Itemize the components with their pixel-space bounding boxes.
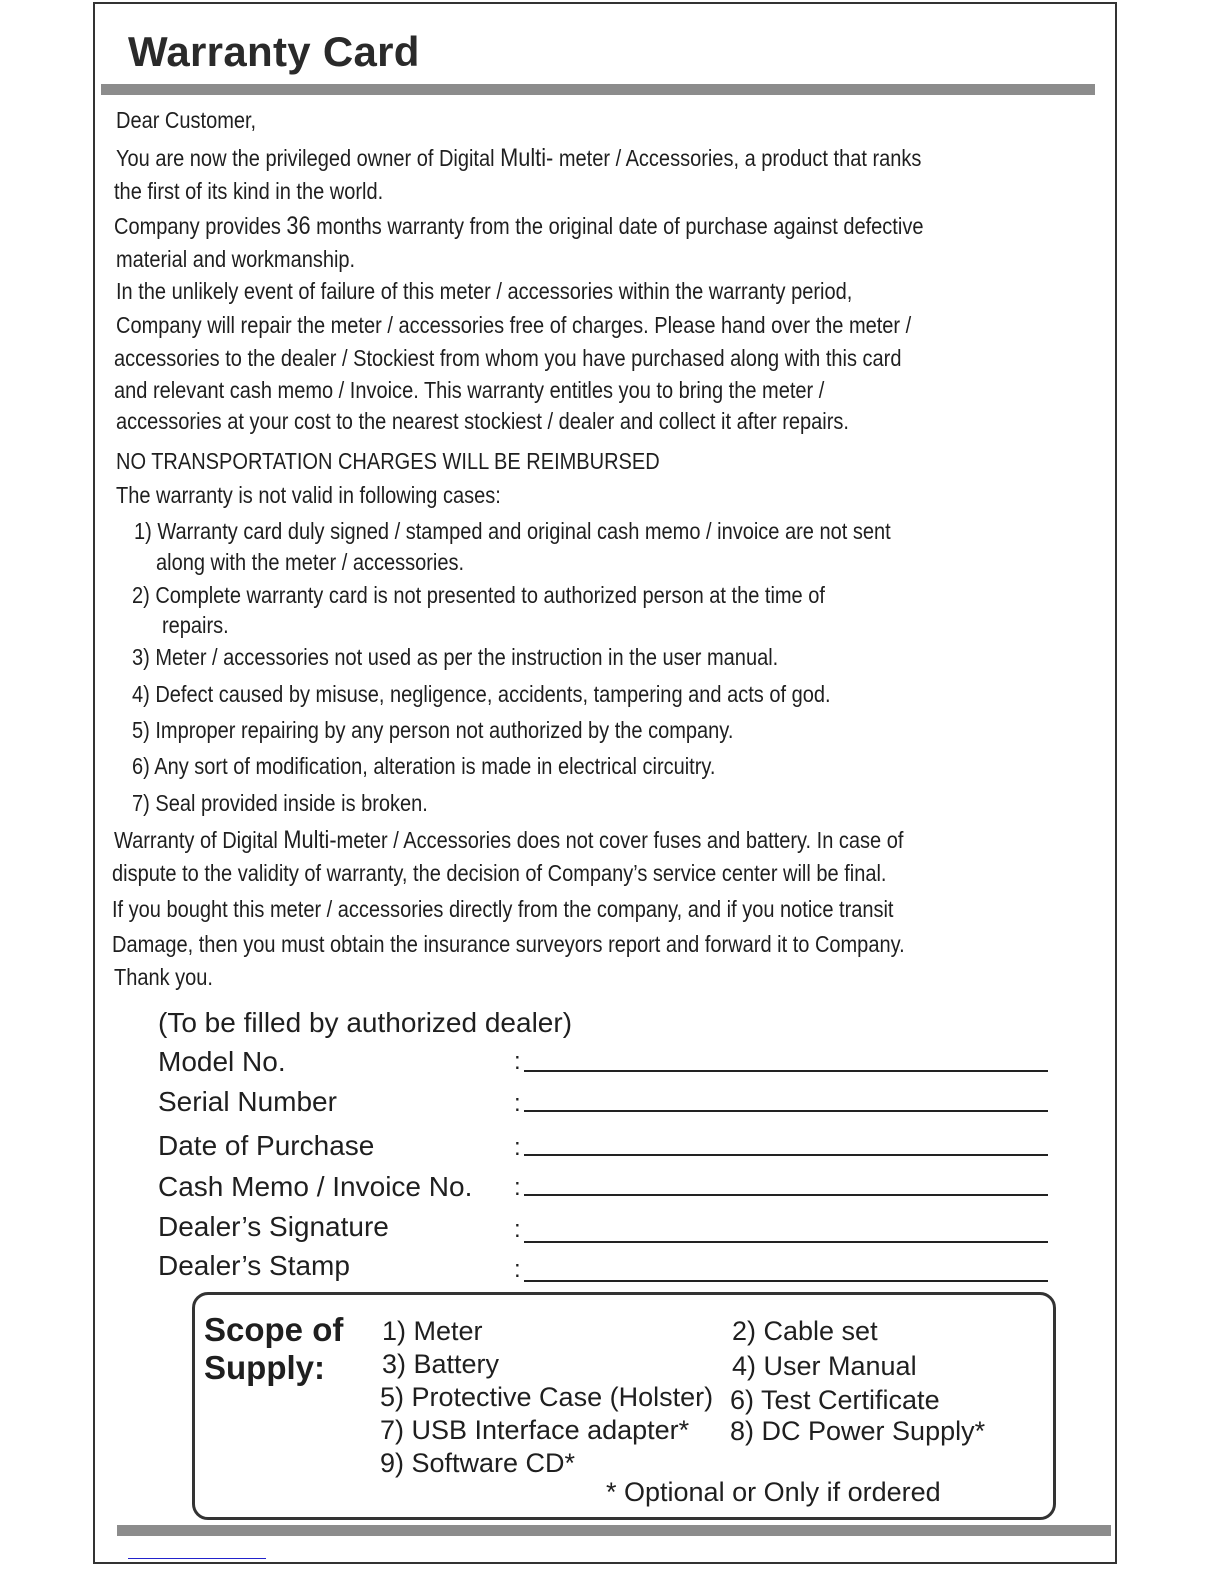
- intro-line-1: You are now the privileged owner of Digital Multi- meter / Accessories, a product that ranks: [116, 144, 922, 172]
- case-2-line-2: repairs.: [162, 612, 229, 638]
- stamp-colon: :: [514, 1256, 521, 1283]
- top-divider: [101, 84, 1095, 95]
- supply-item: 3) Battery: [382, 1349, 500, 1379]
- no-transport-notice: NO TRANSPORTATION CHARGES WILL BE REIMBURSED: [116, 448, 660, 474]
- signature-label: Dealer’s Signature: [158, 1211, 389, 1242]
- supply-item: 6) Test Certificate: [730, 1385, 940, 1415]
- not-valid-heading: The warranty is not valid in following cases:: [116, 482, 501, 508]
- case-1-line-1: 1) Warranty card duly signed / stamped and original cash memo / invoice are not sent: [134, 518, 891, 544]
- supply-item: 5) Protective Case (Holster): [380, 1382, 714, 1412]
- supply-item: 8) DC Power Supply*: [730, 1416, 986, 1446]
- serial-field[interactable]: [524, 1110, 1048, 1112]
- signature-field[interactable]: [524, 1241, 1048, 1243]
- model-label: Model No.: [158, 1046, 286, 1077]
- repair-line-1: In the unlikely event of failure of this meter / accessories within the warranty period,: [116, 278, 853, 304]
- transit-line-2: Damage, then you must obtain the insurance surveyors report and forward it to Company.: [112, 931, 905, 957]
- greeting: Dear Customer,: [116, 107, 257, 133]
- case-7: 7) Seal provided inside is broken.: [132, 790, 428, 816]
- memo-field[interactable]: [524, 1194, 1048, 1196]
- repair-line-4: and relevant cash memo / Invoice. This warranty entitles you to bring the meter /: [114, 377, 825, 403]
- exclusion-line-1: Warranty of Digital Multi-meter / Accessories does not cover fuses and battery. In case of: [114, 826, 904, 854]
- warranty-months: 36: [286, 212, 311, 240]
- date-colon: :: [514, 1134, 521, 1161]
- case-4: 4) Defect caused by misuse, negligence, accidents, tampering and acts of god.: [132, 681, 831, 707]
- case-2-line-1: 2) Complete warranty card is not presented to authorized person at the time of: [132, 582, 825, 608]
- stamp-field[interactable]: [524, 1280, 1048, 1282]
- multi-highlight: Multi-: [283, 826, 337, 854]
- memo-label: Cash Memo / Invoice No.: [158, 1171, 473, 1202]
- form-heading: (To be filled by authorized dealer): [158, 1007, 573, 1038]
- supply-item: 9) Software CD*: [380, 1448, 576, 1478]
- model-colon: :: [514, 1048, 521, 1075]
- case-5: 5) Improper repairing by any person not authorized by the company.: [132, 717, 734, 743]
- repair-line-2: Company will repair the meter / accessories free of charges. Please hand over the meter /: [116, 312, 912, 338]
- scope-title-line-1: Scope of: [204, 1311, 344, 1348]
- thank-you: Thank you.: [114, 964, 214, 990]
- transit-line-1: If you bought this meter / accessories directly from the company, and if you notice transit: [112, 896, 894, 922]
- stamp-label: Dealer’s Stamp: [158, 1250, 350, 1281]
- warranty-line-2: material and workmanship.: [116, 246, 356, 272]
- repair-line-5: accessories at your cost to the nearest stockiest / dealer and collect it after repairs.: [116, 408, 849, 434]
- supply-item: 1) Meter: [382, 1316, 483, 1346]
- case-1-line-2: along with the meter / accessories.: [156, 549, 465, 575]
- intro-line-2: the first of its kind in the world.: [114, 178, 384, 204]
- scope-title-line-2: Supply:: [204, 1349, 325, 1386]
- serial-label: Serial Number: [158, 1086, 337, 1117]
- bottom-divider: [117, 1525, 1111, 1536]
- case-6: 6) Any sort of modification, alteration is made in electrical circuitry.: [132, 753, 716, 779]
- warranty-line-1: Company provides 36 months warranty from the original date of purchase against defective: [114, 212, 924, 240]
- supply-item: 2) Cable set: [732, 1316, 878, 1346]
- multi-highlight: Multi-: [500, 144, 554, 172]
- supply-item: 4) User Manual: [732, 1351, 917, 1381]
- page-title: Warranty Card: [128, 28, 420, 75]
- signature-colon: :: [514, 1216, 521, 1243]
- footer-link-underline: [128, 1558, 266, 1559]
- repair-line-3: accessories to the dealer / Stockiest from whom you have purchased along with this card: [114, 345, 902, 371]
- supply-item: 7) USB Interface adapter*: [380, 1415, 690, 1445]
- date-field[interactable]: [524, 1154, 1048, 1156]
- optional-note: * Optional or Only if ordered: [606, 1477, 941, 1507]
- model-field[interactable]: [524, 1070, 1048, 1072]
- memo-colon: :: [514, 1174, 521, 1201]
- case-3: 3) Meter / accessories not used as per the instruction in the user manual.: [132, 644, 779, 670]
- serial-colon: :: [514, 1090, 521, 1117]
- date-label: Date of Purchase: [158, 1130, 375, 1161]
- exclusion-line-2: dispute to the validity of warranty, the decision of Company’s service center will be final.: [112, 860, 887, 886]
